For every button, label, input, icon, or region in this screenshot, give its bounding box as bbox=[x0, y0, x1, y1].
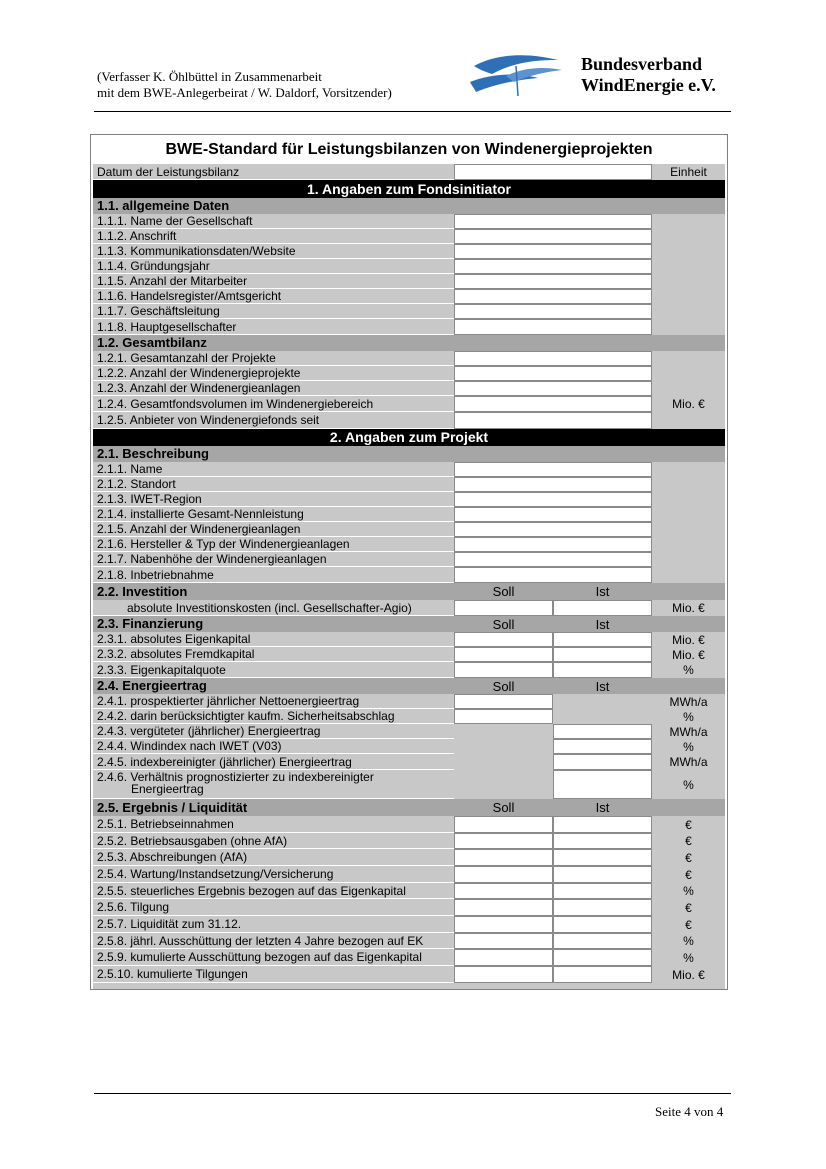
table-row bbox=[93, 537, 725, 552]
table-row bbox=[93, 724, 725, 739]
subsection-title: 2.5. Ergebnis / Liquidität bbox=[93, 799, 454, 816]
row-label: 2.1.1. Name bbox=[93, 462, 454, 477]
subsection-header bbox=[93, 198, 725, 214]
table-row bbox=[93, 816, 725, 833]
subsection-header bbox=[93, 335, 725, 351]
value-field[interactable] bbox=[454, 319, 652, 335]
table-row bbox=[93, 849, 725, 866]
value-field[interactable] bbox=[454, 289, 652, 304]
row-label: 2.4.5. indexbereinigter (jährlicher) Energieertrag bbox=[93, 754, 454, 770]
soll-header: Soll bbox=[454, 616, 553, 632]
subsection-header bbox=[93, 446, 725, 462]
value-field[interactable] bbox=[454, 507, 652, 522]
ist-field[interactable] bbox=[553, 632, 652, 647]
table-row bbox=[93, 244, 725, 259]
soll-field[interactable] bbox=[454, 816, 553, 833]
ist-field[interactable] bbox=[553, 849, 652, 866]
table-row bbox=[93, 366, 725, 381]
row-label: 1.2.1. Gesamtanzahl der Projekte bbox=[93, 351, 454, 366]
header-rule bbox=[94, 111, 731, 112]
table-row bbox=[93, 396, 725, 412]
subsection-header bbox=[93, 678, 725, 694]
row-label: 1.2.3. Anzahl der Windenergieanlagen bbox=[93, 381, 454, 396]
row-label: 1.1.5. Anzahl der Mitarbeiter bbox=[93, 274, 454, 289]
row-label bbox=[93, 770, 454, 799]
table-row bbox=[93, 833, 725, 849]
unit-label: % bbox=[652, 739, 725, 754]
soll-field[interactable] bbox=[454, 933, 553, 949]
table-row bbox=[93, 259, 725, 274]
unit-label: € bbox=[652, 899, 725, 916]
section-header: 2. Angaben zum Projekt bbox=[93, 429, 725, 446]
table-row bbox=[93, 770, 725, 799]
ist-field[interactable] bbox=[553, 899, 652, 916]
table-row bbox=[93, 866, 725, 883]
soll-field[interactable] bbox=[454, 966, 553, 983]
soll-header: Soll bbox=[454, 583, 553, 600]
table-row bbox=[93, 694, 725, 709]
table-row bbox=[93, 600, 725, 616]
soll-field[interactable] bbox=[454, 916, 553, 933]
row-label: 1.2.5. Anbieter von Windenergiefonds seit bbox=[93, 412, 454, 429]
ist-field[interactable] bbox=[553, 647, 652, 662]
row-label: 1.1.7. Geschäftsleitung bbox=[93, 304, 454, 319]
soll-field[interactable] bbox=[454, 833, 553, 849]
row-label: 2.1.2. Standort bbox=[93, 477, 454, 492]
row-label: 2.4.3. vergüteter (jährlicher) Energieertrag bbox=[93, 724, 454, 739]
row-label: 2.5.9. kumulierte Ausschüttung bezogen auf das Eigenkapital bbox=[93, 949, 454, 966]
soll-field[interactable] bbox=[454, 632, 553, 647]
soll-field[interactable] bbox=[454, 899, 553, 916]
unit-label: % bbox=[652, 933, 725, 949]
soll-field-disabled bbox=[454, 739, 553, 754]
soll-field[interactable] bbox=[454, 647, 553, 662]
table-row bbox=[93, 567, 725, 583]
unit-label: MWh/a bbox=[652, 694, 725, 709]
ist-field[interactable] bbox=[553, 770, 652, 799]
row-label: 2.4.1. prospektierter jährlicher Nettoenergieertrag bbox=[93, 694, 454, 709]
row-label-line-2: Energieertrag bbox=[131, 782, 204, 796]
unit-label: € bbox=[652, 833, 725, 849]
soll-field[interactable] bbox=[454, 709, 553, 724]
unit-label: € bbox=[652, 916, 725, 933]
soll-field[interactable] bbox=[454, 600, 553, 616]
soll-header: Soll bbox=[454, 678, 553, 694]
soll-field[interactable] bbox=[454, 866, 553, 883]
ist-field[interactable] bbox=[553, 833, 652, 849]
row-label: 1.1.2. Anschrift bbox=[93, 229, 454, 244]
value-field[interactable] bbox=[454, 381, 652, 396]
value-field[interactable] bbox=[454, 229, 652, 244]
unit-header-blank bbox=[652, 678, 725, 694]
row-label: 2.3.1. absolutes Eigenkapital bbox=[93, 632, 454, 647]
table-row bbox=[93, 274, 725, 289]
ist-header: Ist bbox=[553, 799, 652, 816]
row-label: 1.1.6. Handelsregister/Amtsgericht bbox=[93, 289, 454, 304]
date-label: Datum der Leistungsbilanz bbox=[93, 164, 454, 180]
row-label: 1.1.8. Hauptgesellschafter bbox=[93, 319, 454, 335]
row-label: 2.4.4. Windindex nach IWET (V03) bbox=[93, 739, 454, 754]
table-row bbox=[93, 492, 725, 507]
ist-field[interactable] bbox=[553, 724, 652, 739]
ist-header: Ist bbox=[553, 616, 652, 632]
row-label: 2.1.3. IWET-Region bbox=[93, 492, 454, 507]
row-label: 2.5.10. kumulierte Tilgungen bbox=[93, 966, 454, 983]
org-line-2: WindEnergie e.V. bbox=[581, 75, 716, 95]
row-label: 2.1.5. Anzahl der Windenergieanlagen bbox=[93, 522, 454, 537]
organization-name bbox=[581, 54, 716, 96]
soll-header: Soll bbox=[454, 799, 553, 816]
unit-label: MWh/a bbox=[652, 754, 725, 770]
table-row bbox=[93, 647, 725, 662]
table-row bbox=[93, 709, 725, 724]
value-field[interactable] bbox=[454, 567, 652, 583]
table-row bbox=[93, 214, 725, 229]
row-label: 1.2.4. Gesamtfondsvolumen im Windenergiebereich bbox=[93, 396, 454, 412]
table-row bbox=[93, 477, 725, 492]
performance-table bbox=[90, 134, 728, 990]
table-row bbox=[93, 949, 725, 966]
unit-header-blank bbox=[652, 583, 725, 600]
table-row bbox=[93, 754, 725, 770]
unit-label: Mio. € bbox=[652, 966, 725, 983]
soll-field-disabled bbox=[454, 754, 553, 770]
row-label: 2.5.8. jährl. Ausschüttung der letzten 4 Jahre bezogen auf EK bbox=[93, 933, 454, 949]
unit-label: % bbox=[652, 709, 725, 724]
row-label: 2.5.5. steuerliches Ergebnis bezogen auf das Eigenkapital bbox=[93, 883, 454, 899]
unit-mio-euro: Mio. € bbox=[672, 397, 705, 411]
subsection-title: 1.2. Gesamtbilanz bbox=[93, 335, 725, 351]
table-row bbox=[93, 739, 725, 754]
table-row bbox=[93, 381, 725, 396]
author-line-2: mit dem BWE-Anlegerbeirat / W. Daldorf, Vorsitzender) bbox=[97, 85, 392, 100]
value-field[interactable] bbox=[454, 244, 652, 259]
bwe-logo-icon bbox=[466, 52, 566, 98]
row-label: 2.1.4. installierte Gesamt-Nennleistung bbox=[93, 507, 454, 522]
ist-field[interactable] bbox=[553, 949, 652, 966]
value-field[interactable] bbox=[454, 351, 652, 366]
value-field[interactable] bbox=[454, 259, 652, 274]
table-row bbox=[93, 351, 725, 366]
org-line-1: Bundesverband bbox=[581, 54, 703, 74]
unit-header-blank bbox=[652, 616, 725, 632]
row-label: 2.3.2. absolutes Fremdkapital bbox=[93, 647, 454, 662]
unit-label: % bbox=[652, 662, 725, 678]
table-row bbox=[93, 966, 725, 983]
ist-field[interactable] bbox=[553, 600, 652, 616]
author-note bbox=[97, 69, 392, 101]
row-label: 2.1.7. Nabenhöhe der Windenergieanlagen bbox=[93, 552, 454, 567]
value-field[interactable] bbox=[454, 304, 652, 319]
ist-field-disabled bbox=[553, 709, 652, 724]
table-row bbox=[93, 632, 725, 647]
ist-field[interactable] bbox=[553, 933, 652, 949]
row-label: 2.5.7. Liquidität zum 31.12. bbox=[93, 916, 454, 933]
row-label: 1.2.2. Anzahl der Windenergieprojekte bbox=[93, 366, 454, 381]
ist-field-disabled bbox=[553, 694, 652, 709]
table-row bbox=[93, 304, 725, 319]
ist-field[interactable] bbox=[553, 662, 652, 678]
row-label: 2.1.8. Inbetriebnahme bbox=[93, 567, 454, 583]
table-row bbox=[93, 462, 725, 477]
value-field[interactable] bbox=[454, 366, 652, 381]
ist-field[interactable] bbox=[553, 966, 652, 983]
table-row bbox=[93, 916, 725, 933]
soll-field[interactable] bbox=[454, 694, 553, 709]
soll-field-disabled bbox=[454, 724, 553, 739]
row-label: 2.3.3. Eigenkapitalquote bbox=[93, 662, 454, 678]
row-label: 2.4.2. darin berücksichtigter kaufm. Sicherheitsabschlag bbox=[93, 709, 454, 724]
ist-field[interactable] bbox=[553, 739, 652, 754]
table-row bbox=[93, 662, 725, 678]
row-label: 1.1.3. Kommunikationsdaten/Website bbox=[93, 244, 454, 259]
row-label: 1.1.4. Gründungsjahr bbox=[93, 259, 454, 274]
value-field[interactable] bbox=[454, 522, 652, 537]
row-label: 2.5.3. Abschreibungen (AfA) bbox=[93, 849, 454, 866]
value-field[interactable] bbox=[454, 274, 652, 289]
row-label: 2.5.6. Tilgung bbox=[93, 899, 454, 916]
section-header: 1. Angaben zum Fondsinitiator bbox=[93, 180, 725, 198]
row-label: 2.5.2. Betriebsausgaben (ohne AfA) bbox=[93, 833, 454, 849]
value-field[interactable] bbox=[454, 462, 652, 477]
soll-field[interactable] bbox=[454, 849, 553, 866]
table-row bbox=[93, 164, 725, 180]
table-row bbox=[93, 899, 725, 916]
table-title: BWE-Standard für Leistungsbilanzen von Windenergieprojekten bbox=[165, 141, 653, 158]
row-label: 1.1.1. Name der Gesellschaft bbox=[93, 214, 454, 229]
table-row bbox=[93, 522, 725, 537]
table-row bbox=[93, 933, 725, 949]
subsection-title: 2.2. Investition bbox=[93, 583, 454, 600]
ist-field[interactable] bbox=[553, 866, 652, 883]
unit-header-blank bbox=[652, 799, 725, 816]
subsection-header bbox=[93, 583, 725, 600]
subsection-header bbox=[93, 616, 725, 632]
unit-label: € bbox=[652, 866, 725, 883]
soll-field-disabled bbox=[454, 770, 553, 799]
unit-label: % bbox=[652, 949, 725, 966]
author-line-1: (Verfasser K. Öhlbüttel in Zusammenarbeit bbox=[97, 69, 322, 84]
table-row bbox=[93, 507, 725, 522]
table-bottom-bar bbox=[93, 983, 725, 989]
subsection-title: 2.3. Finanzierung bbox=[93, 616, 454, 632]
soll-field[interactable] bbox=[454, 949, 553, 966]
value-field[interactable] bbox=[454, 412, 652, 429]
value-field[interactable] bbox=[454, 552, 652, 567]
unit-label: % bbox=[652, 883, 725, 899]
table-row bbox=[93, 319, 725, 335]
soll-field[interactable] bbox=[454, 662, 553, 678]
row-label: 2.5.1. Betriebseinnahmen bbox=[93, 816, 454, 833]
table-row bbox=[93, 229, 725, 244]
value-field[interactable] bbox=[454, 492, 652, 507]
date-field[interactable] bbox=[454, 164, 652, 180]
row-label: 2.5.4. Wartung/Instandsetzung/Versicherung bbox=[93, 866, 454, 883]
ist-field[interactable] bbox=[553, 916, 652, 933]
subsection-title: 2.4. Energieertrag bbox=[93, 678, 454, 694]
row-label: 2.1.6. Hersteller & Typ der Windenergieanlagen bbox=[93, 537, 454, 552]
subsection-title: 2.1. Beschreibung bbox=[93, 446, 725, 462]
unit-label: MWh/a bbox=[652, 724, 725, 739]
unit-label: Mio. € bbox=[652, 600, 725, 616]
unit-label: Mio. € bbox=[652, 632, 725, 647]
soll-field[interactable] bbox=[454, 883, 553, 899]
subsection-header bbox=[93, 799, 725, 816]
table-row bbox=[93, 552, 725, 567]
ist-header: Ist bbox=[553, 583, 652, 600]
value-field[interactable] bbox=[454, 477, 652, 492]
footer-rule bbox=[94, 1093, 731, 1094]
value-field[interactable] bbox=[454, 396, 652, 412]
unit-label: % bbox=[652, 770, 725, 799]
unit-label: € bbox=[652, 849, 725, 866]
row-label: absolute Investitionskosten (incl. Gesellschafter-Agio) bbox=[93, 600, 454, 616]
unit-header: Einheit bbox=[652, 164, 725, 180]
unit-label: € bbox=[652, 816, 725, 833]
value-field[interactable] bbox=[454, 537, 652, 552]
page-number: Seite 4 von 4 bbox=[655, 1104, 724, 1119]
ist-field[interactable] bbox=[553, 883, 652, 899]
row-label-line-1: 2.4.6. Verhältnis prognostizierter zu indexbereinigter bbox=[97, 770, 374, 784]
table-row bbox=[93, 883, 725, 899]
unit-label: Mio. € bbox=[652, 647, 725, 662]
subsection-title: 1.1. allgemeine Daten bbox=[93, 198, 725, 214]
ist-header: Ist bbox=[553, 678, 652, 694]
table-row bbox=[93, 412, 725, 429]
ist-field[interactable] bbox=[553, 754, 652, 770]
table-row bbox=[93, 289, 725, 304]
ist-field[interactable] bbox=[553, 816, 652, 833]
value-field[interactable] bbox=[454, 214, 652, 229]
